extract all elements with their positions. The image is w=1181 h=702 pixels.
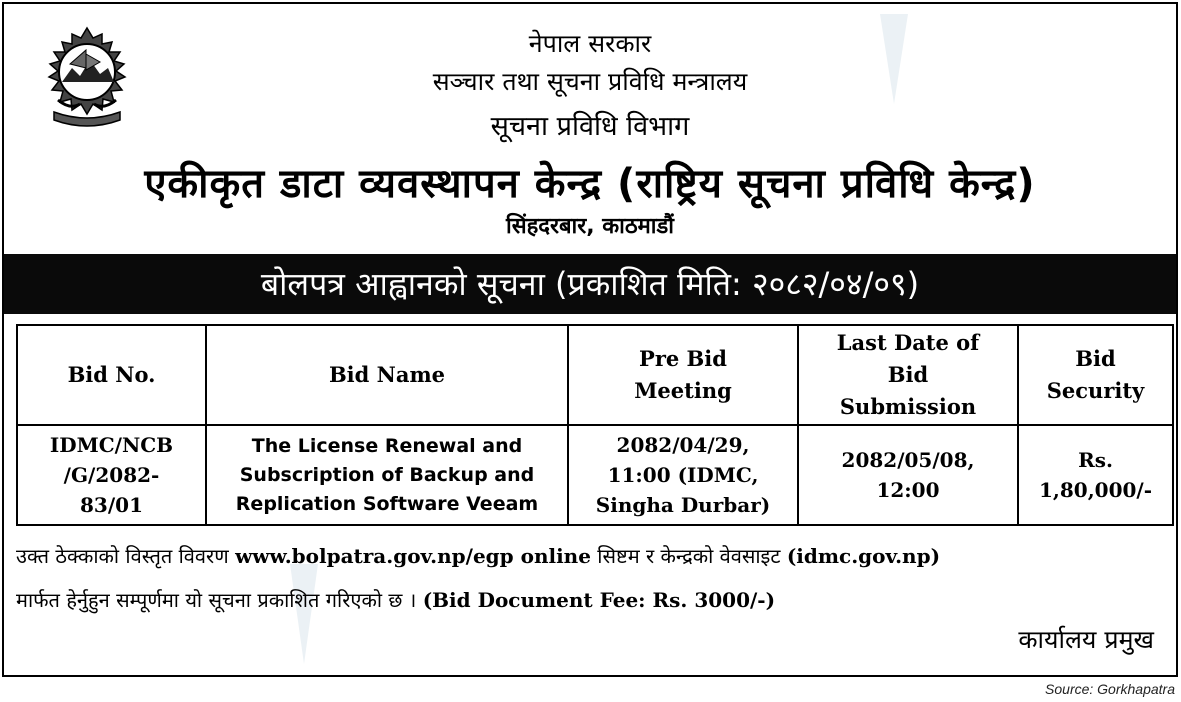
- bolpatra-link[interactable]: www.bolpatra.gov.np/egp online: [235, 544, 591, 568]
- notice-frame: [2, 2, 1178, 677]
- source-credit: Source: Gorkhapatra: [1045, 681, 1175, 697]
- paragraph-line-2: [16, 578, 1172, 622]
- bid-document-fee: (Bid Document Fee: Rs. 3000/-): [422, 588, 776, 612]
- paragraph-text: मार्फत हेर्नुहुन सम्पूर्णमा यो सूचना प्रकाशित गरिएको छ ।: [16, 588, 423, 612]
- paragraph-text: सिष्टम र केन्द्रको वेवसाइट: [590, 544, 787, 568]
- header-department: सूचना प्रविधि विभाग: [490, 111, 690, 142]
- cell-last-date: 2082/05/08, 12:00: [798, 425, 1018, 525]
- paragraph-line-1: [16, 534, 1172, 578]
- paragraph-text: उक्त ठेक्काको विस्तृत विवरण: [16, 544, 236, 568]
- header-government: नेपाल सरकार: [528, 29, 652, 58]
- column-header-bid-name: Bid Name: [206, 325, 568, 425]
- idmc-website-link[interactable]: (idmc.gov.np): [786, 544, 941, 568]
- bid-table: [16, 324, 1174, 526]
- header-ministry: सञ्चार तथा सूचना प्रविधि मन्त्रालय: [432, 67, 748, 96]
- cell-pre-bid-meeting: 2082/04/29, 11:00 (IDMC, Singha Durbar): [568, 425, 798, 525]
- header-office-name: एकीकृत डाटा व्यवस्थापन केन्द्र (राष्ट्रिय सूचना प्रविधि केन्द्र): [144, 161, 1036, 207]
- column-header-pre-bid-meeting: Pre Bid Meeting: [568, 325, 798, 425]
- office-head-signature: कार्यालय प्रमुख: [1018, 625, 1154, 654]
- column-header-bid-security: Bid Security: [1018, 325, 1173, 425]
- cell-bid-no: IDMC/NCB /G/2082- 83/01: [17, 425, 206, 525]
- notice-title-bar: बोलपत्र आह्वानको सूचना (प्रकाशित मिति: २०८२/०४/०९): [4, 254, 1176, 314]
- header-address: सिंहदरबार, काठमाडौं: [506, 214, 674, 239]
- column-header-bid-no: Bid No.: [17, 325, 206, 425]
- table-row: [17, 425, 1173, 525]
- table-header-row: [17, 325, 1173, 425]
- watermark-mark-icon: [874, 14, 914, 104]
- cell-bid-name: The License Renewal and Subscription of Backup and Replication Software Veeam: [206, 425, 568, 525]
- column-header-last-date: Last Date of Bid Submission: [798, 325, 1018, 425]
- notice-paragraph: [16, 534, 1172, 622]
- cell-bid-security: Rs. 1,80,000/-: [1018, 425, 1173, 525]
